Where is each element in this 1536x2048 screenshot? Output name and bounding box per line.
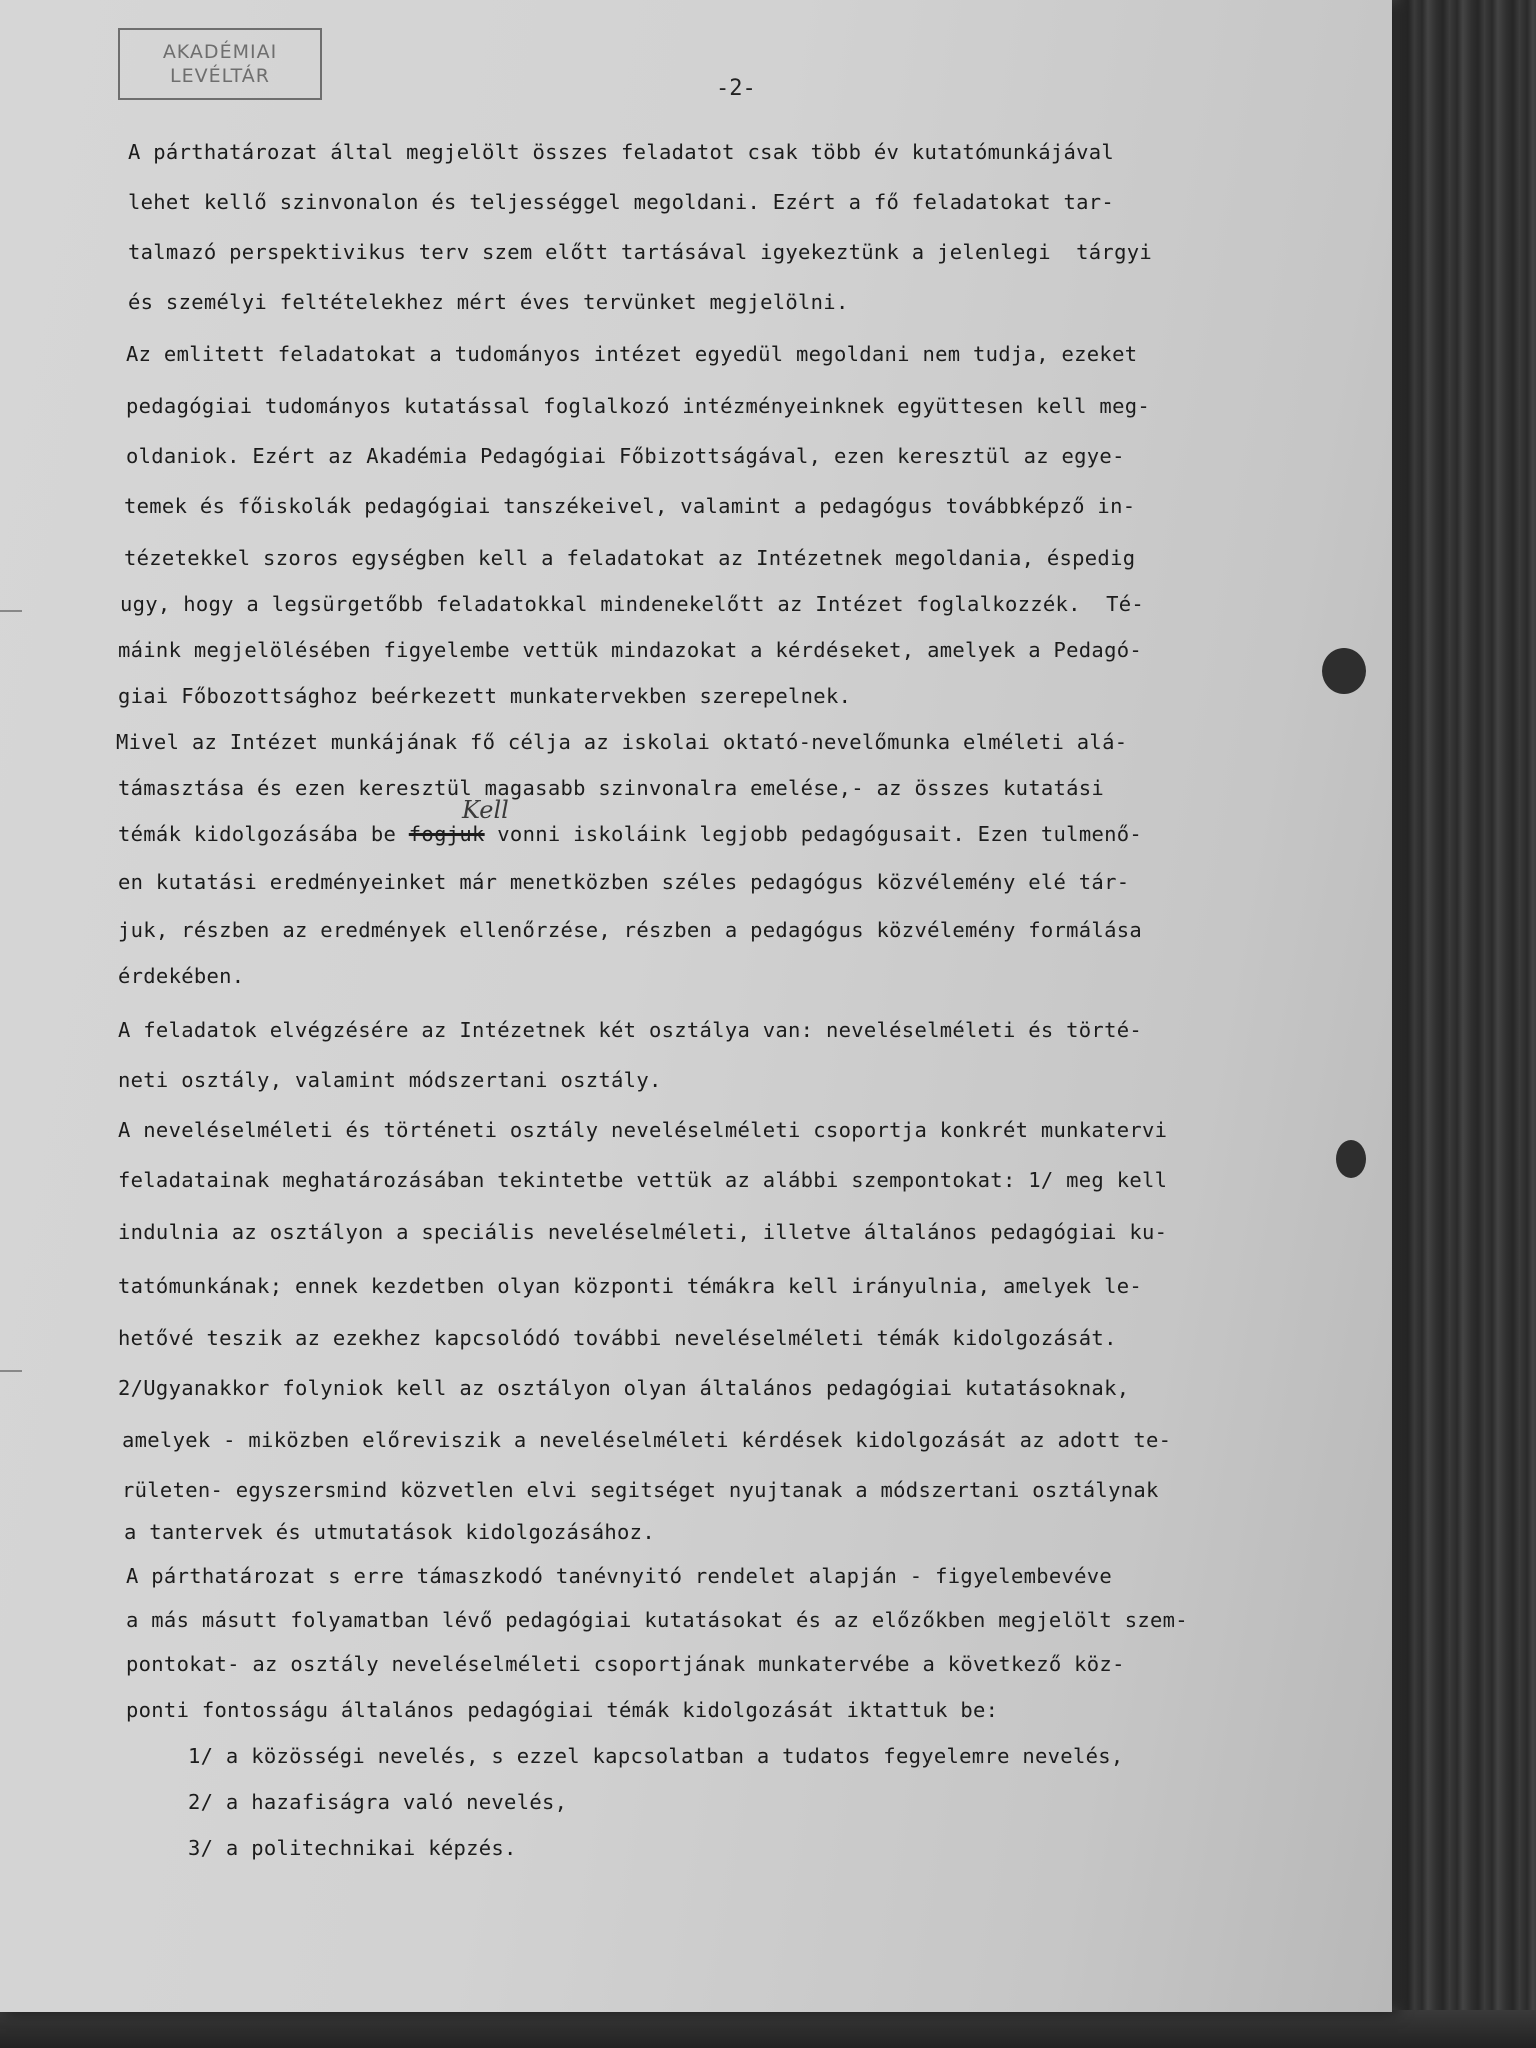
margin-mark xyxy=(0,1370,22,1372)
text-line: máink megjelölésében figyelembe vettük mindazokat a kérdéseket, amelyek a Pedagó- xyxy=(118,638,1143,662)
text-line: a tantervek és utmutatások kidolgozásához. xyxy=(124,1520,655,1544)
handwritten-correction: Kell xyxy=(462,796,509,824)
text-line: A feladatok elvégzésére az Intézetnek két osztálya van: neveléselméleti és törté- xyxy=(118,1018,1143,1042)
list-item: 1/ a közösségi nevelés, s ezzel kapcsolatban a tudatos fegyelemre nevelés, xyxy=(188,1744,1124,1768)
text-segment: témák kidolgozásába be xyxy=(118,822,409,846)
binder-hole xyxy=(1322,648,1366,694)
text-line: pedagógiai tudományos kutatással foglalkozó intézményeinknek együttesen kell meg- xyxy=(126,394,1151,418)
struck-word: fogjuk xyxy=(408,822,485,846)
text-line: ponti fontosságu általános pedagógiai témák kidolgozását iktattuk be: xyxy=(126,1698,999,1722)
text-line-with-correction xyxy=(118,822,1142,846)
text-line: támasztása és ezen keresztül magasabb szinvonalra emelése,- az összes kutatási xyxy=(118,776,1105,800)
text-line: en kutatási eredményeinket már menetközben széles pedagógus közvélemény elé tár- xyxy=(118,870,1130,894)
text-line: érdekében. xyxy=(118,964,245,988)
page-number: -2- xyxy=(716,76,756,101)
text-line: A neveléselméleti és történeti osztály neveléselméleti csoportja konkrét munkatervi xyxy=(118,1118,1168,1142)
text-line: hetővé teszik az ezekhez kapcsolódó további neveléselméleti témák kidolgozását. xyxy=(118,1326,1117,1350)
text-line: Mivel az Intézet munkájának fő célja az iskolai oktató-nevelőmunka elméleti alá- xyxy=(116,730,1128,754)
text-line: neti osztály, valamint módszertani osztály. xyxy=(118,1068,662,1092)
text-line: feladatainak meghatározásában tekintetbe vettük az alábbi szempontokat: 1/ meg kell xyxy=(118,1168,1168,1192)
text-line: és személyi feltételekhez mért éves tervünket megjelölni. xyxy=(128,290,849,314)
text-line: temek és főiskolák pedagógiai tanszékeivel, valamint a pedagógus továbbképző in- xyxy=(124,494,1136,518)
stamp-line-2: LEVÉLTÁR xyxy=(170,65,270,87)
text-line: talmazó perspektivikus terv szem előtt tartásával igyekeztünk a jelenlegi tárgyi xyxy=(128,240,1153,264)
archive-stamp xyxy=(118,28,322,100)
text-segment: vonni iskoláink legjobb pedagógusait. Ezen tulmenő- xyxy=(484,822,1143,846)
text-line: indulnia az osztályon a speciális neveléselméleti, illetve általános pedagógiai ku- xyxy=(118,1220,1168,1244)
text-line: giai Főbozottsághoz beérkezett munkatervekben szerepelnek. xyxy=(118,684,852,708)
list-item: 3/ a politechnikai képzés. xyxy=(188,1836,517,1860)
binder-hole xyxy=(1336,1140,1366,1178)
stamp-line-1: AKADÉMIAI xyxy=(162,41,278,63)
text-line: lehet kellő szinvonalon és teljességgel megoldani. Ezért a fő feladatokat tar- xyxy=(128,190,1115,214)
text-line: tatómunkának; ennek kezdetben olyan központi témákra kell irányulnia, amelyek le- xyxy=(118,1274,1143,1298)
text-line: ugy, hogy a legsürgetőbb feladatokkal mindenekelőtt az Intézet foglalkozzék. Té- xyxy=(120,592,1145,616)
text-line: A párthatározat által megjelölt összes feladatot csak több év kutatómunkájával xyxy=(128,140,1115,164)
desk-edge xyxy=(0,2010,1536,2048)
desk-background xyxy=(1380,0,1536,2048)
text-line: 2/Ugyanakkor folyniok kell az osztályon olyan általános pedagógiai kutatásoknak, xyxy=(118,1376,1130,1400)
text-line: juk, részben az eredmények ellenőrzése, részben a pedagógus közvélemény formálása xyxy=(118,918,1143,942)
list-item: 2/ a hazafiságra való nevelés, xyxy=(188,1790,568,1814)
text-line: a más másutt folyamatban lévő pedagógiai kutatásokat és az előzőkben megjelölt szem- xyxy=(126,1608,1188,1632)
text-line: pontokat- az osztály neveléselméleti csoportjának munkatervébe a következő köz- xyxy=(126,1652,1125,1676)
text-line: amelyek - miközben előreviszik a neveléselméleti kérdések kidolgozását az adott te- xyxy=(122,1428,1172,1452)
margin-mark xyxy=(0,610,22,612)
text-line: rületen- egyszersmind közvetlen elvi segitséget nyujtanak a módszertani osztálynak xyxy=(122,1478,1159,1502)
text-line: oldaniok. Ezért az Akadémia Pedagógiai Főbizottságával, ezen keresztül az egye- xyxy=(126,444,1125,468)
text-line: tézetekkel szoros egységben kell a feladatokat az Intézetnek megoldania, éspedig xyxy=(124,546,1136,570)
text-line: A párthatározat s erre támaszkodó tanévnyitó rendelet alapján - figyelembevéve xyxy=(126,1564,1113,1588)
text-line: Az emlitett feladatokat a tudományos intézet egyedül megoldani nem tudja, ezeket xyxy=(126,342,1138,366)
